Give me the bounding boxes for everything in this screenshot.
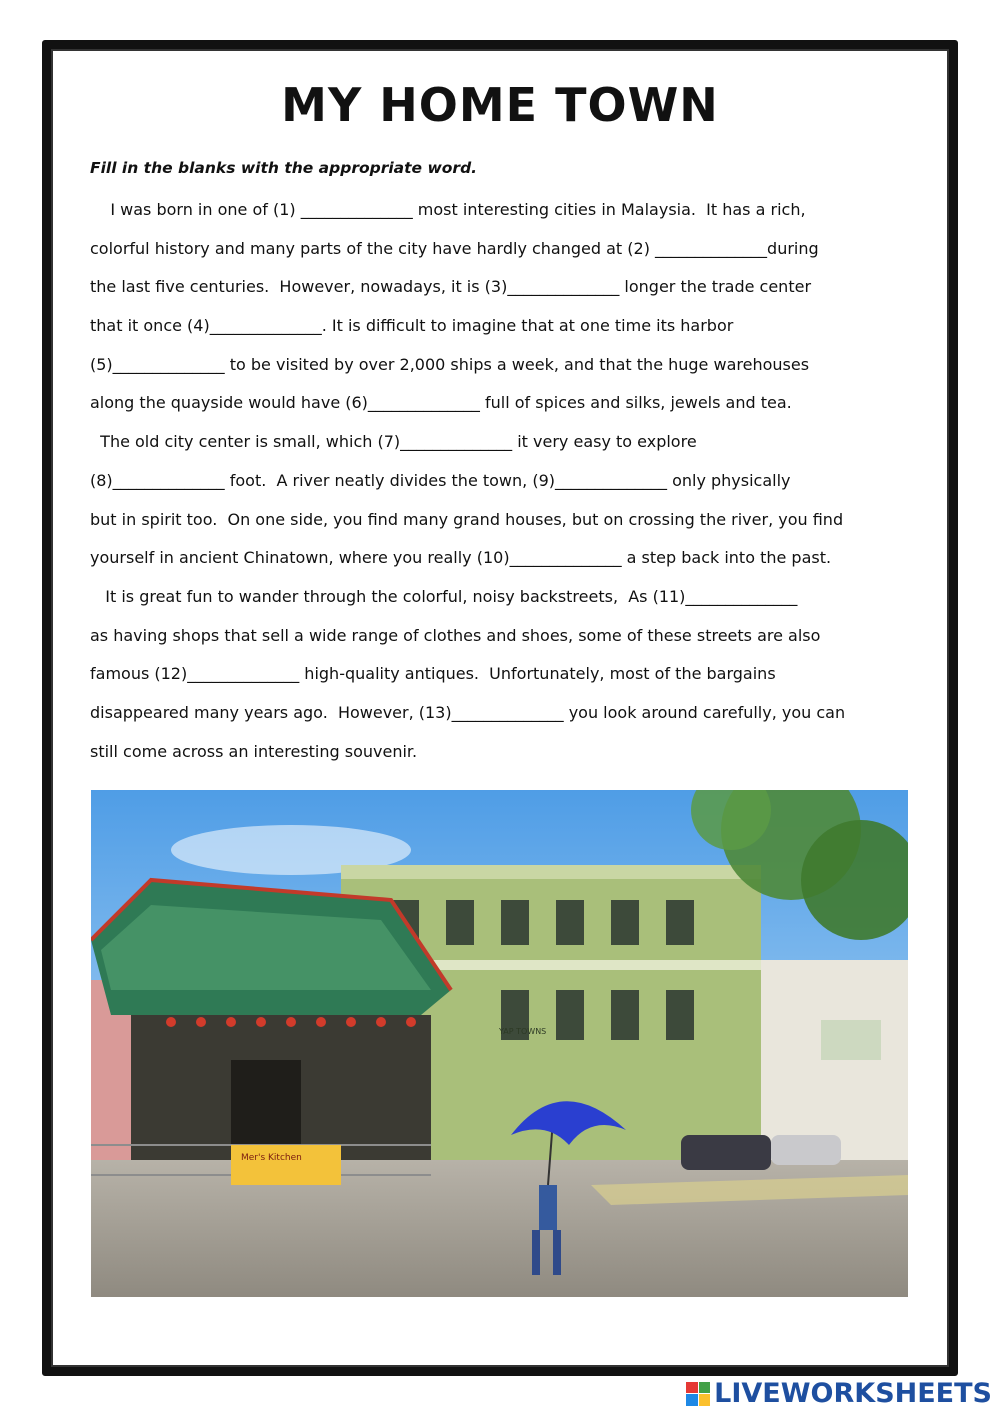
text-line: yourself in ancient Chinatown, where you really (10)______________ a step back into the past.: [90, 548, 832, 568]
text-line: along the quayside would have (6)______________ full of spices and silks, jewels and tea.: [90, 393, 792, 413]
text-line: but in spirit too. On one side, you find many grand houses, but on crossing the river, you find: [90, 509, 844, 529]
street-photo: [91, 790, 908, 1297]
text-line: It is great fun to wander through the colorful, noisy backstreets, As (11)______________: [90, 586, 798, 606]
text-line: disappeared many years ago. However, (13)______________ you look around carefully, you can: [90, 702, 846, 722]
text-line: as having shops that sell a wide range of clothes and shoes, some of these streets are also: [90, 625, 821, 645]
text-line: (5)______________ to be visited by over 2,000 ships a week, and that the huge warehouses: [90, 354, 810, 374]
liveworksheets-logo-icon: [686, 1382, 710, 1406]
building-sign-text: YAP TOWNS: [499, 1027, 547, 1036]
page-title: MY HOME TOWN: [281, 78, 719, 132]
brand-text: LIVEWORKSHEETS: [714, 1378, 992, 1409]
worksheet-paragraph: [90, 194, 915, 774]
text-line: The old city center is small, which (7)______________ it very easy to explore: [90, 432, 697, 452]
instruction-text: Fill in the blanks with the appropriate word.: [90, 159, 478, 177]
shop-sign-text: Mer's Kitchen: [241, 1153, 302, 1163]
text-line: the last five centuries. However, nowadays, it is (3)______________ longer the trade center: [90, 277, 812, 297]
brand-footer: [686, 1378, 992, 1409]
text-line: that it once (4)______________. It is difficult to imagine that at one time its harbor: [90, 316, 734, 336]
text-line: (8)______________ foot. A river neatly divides the town, (9)______________ only physically: [90, 470, 791, 490]
text-line: still come across an interesting souvenir.: [90, 741, 418, 761]
text-line: famous (12)______________ high-quality antiques. Unfortunately, most of the bargains: [90, 664, 776, 684]
text-line: I was born in one of (1) ______________ most interesting cities in Malaysia. It has a rich,: [90, 200, 806, 219]
text-line: colorful history and many parts of the city have hardly changed at (2) ______________during: [90, 238, 819, 258]
